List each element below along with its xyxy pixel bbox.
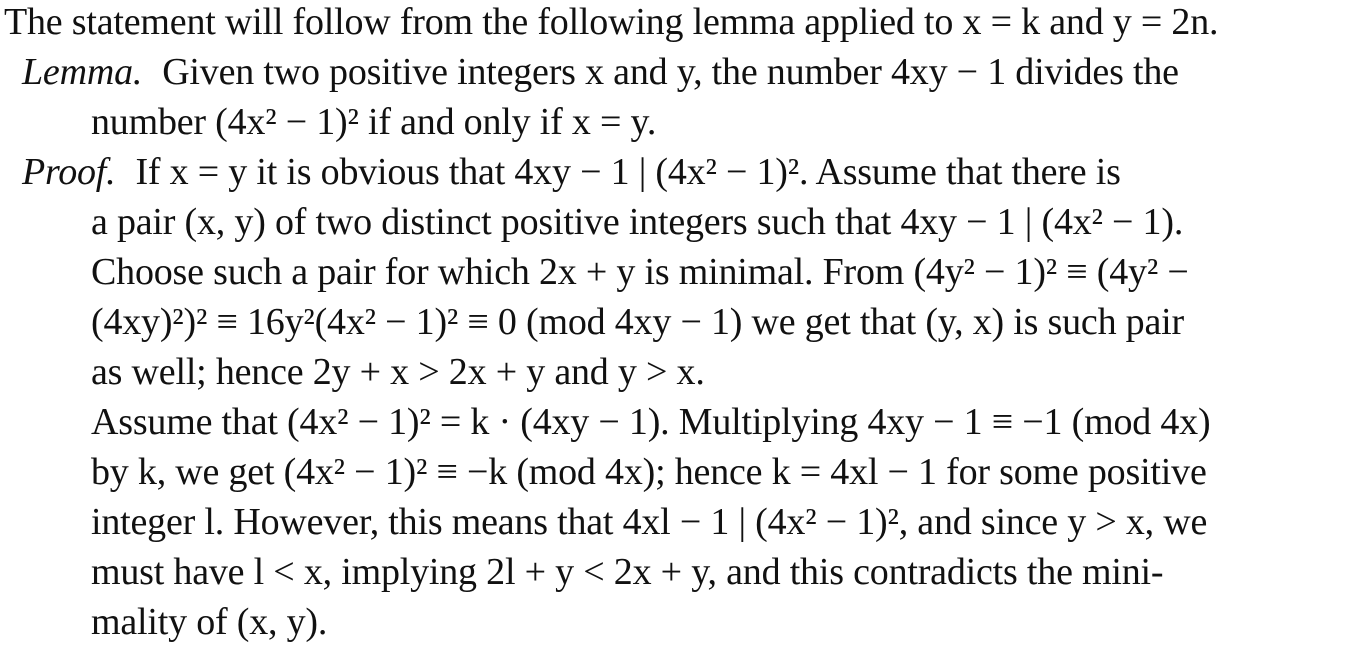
proof-line-5: as well; hence 2y + x > 2x + y and y > x. xyxy=(91,351,705,393)
proof-text-1: If x = y it is obvious that 4xy − 1 | (4x² − 1)². Assume that there is xyxy=(135,151,1121,193)
proof-line-6: Assume that (4x² − 1)² = k · (4xy − 1). Multiplying 4xy − 1 ≡ −1 (mod 4x) xyxy=(91,401,1211,443)
lemma-line-2: number (4x² − 1)² if and only if x = y. xyxy=(91,101,657,143)
lemma-text-1: Given two positive integers x and y, the number 4xy − 1 divides the xyxy=(162,51,1179,93)
proof-line-9: must have l < x, implying 2l + y < 2x + y, and this contradicts the mini- xyxy=(91,551,1164,593)
proof-heading: Proof. xyxy=(22,151,116,193)
proof-line-3: Choose such a pair for which 2x + y is minimal. From (4y² − 1)² ≡ (4y² − xyxy=(91,251,1189,293)
lemma-line-1 xyxy=(22,47,1338,97)
intro-sentence: The statement will follow from the following lemma applied to x = k and y = 2n. xyxy=(4,1,1219,43)
proof-line-7: by k, we get (4x² − 1)² ≡ −k (mod 4x); hence k = 4xl − 1 for some positive xyxy=(91,451,1207,493)
lemma-heading: Lemma. xyxy=(22,51,143,93)
proof-line-10: mality of (x, y). xyxy=(91,601,328,643)
proof-line-4: (4xy)²)² ≡ 16y²(4x² − 1)² ≡ 0 (mod 4xy − 1) we get that (y, x) is such pair xyxy=(91,301,1184,343)
proof-line-8: integer l. However, this means that 4xl − 1 | (4x² − 1)², and since y > x, we xyxy=(91,501,1208,543)
proof-line-2: a pair (x, y) of two distinct positive integers such that 4xy − 1 | (4x² − 1). xyxy=(91,201,1184,243)
proof-line-1 xyxy=(22,147,1338,197)
